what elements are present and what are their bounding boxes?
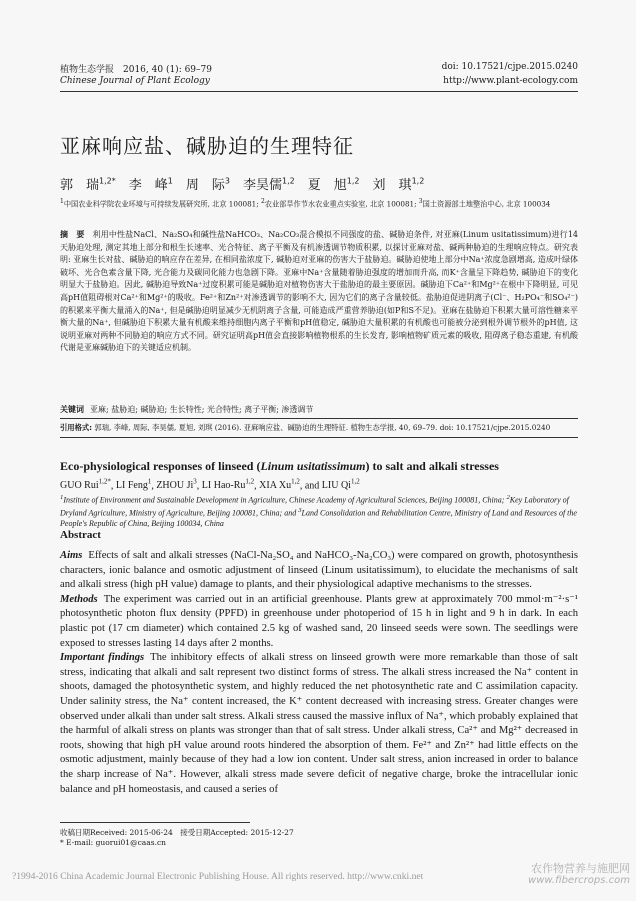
authors-en: GUO Rui$^{1,2*}$, LI Feng$^1$, ZHOU Ji$^3$, LI Hao-Ru$^{1,2}$, XIA Xu$^{1,2}$, and LIU Qi$^{1,2}$ <box>60 478 360 492</box>
abstract-cn <box>60 229 578 355</box>
affiliation-cn: 中国农业科学院农业环境与可持续发展研究所, 北京 100081; <box>63 199 261 209</box>
author-en-affil: 1,2 <box>245 478 255 486</box>
affiliation-cn: 国土资源部土地整治中心, 北京 100034 <box>422 199 551 209</box>
abstract-aims <box>60 549 578 593</box>
findings-text: The inhibitory effects of alkali stress on linseed growth were more remarkable than those of salt stress, indicating that alkali and salt represent two distinct forms of stress. The alkali stress increased the Na⁺ content in shoots, damaged the photosynthetic system, and highly reduced the net photosynthetic rate and C assimilation capacity. Under salinity stress, the Na⁺ content increased, the K⁺ content decreased with increasing stress. Greater changes were observed under alkali than under salt stress. Alkali stress caused the massive influx of Na⁺, which probably explained that the harmful of alkali stress on plants was stronger than that of salt stress. Under alkali stress, Ca²⁺ and Mg²⁺ decreased in roots, showing that high pH value around roots hindered the absorption of them. Fe²⁺ and Zn²⁺ had little effects on the osmotic adjustment, mainly because of they had a low ion content. Under salt stress, anion increased in order to balance the sharp increase of Na⁺. However, alkali stress made severe deficit of negative charge, broke the intracellular ionic balance and pH homeostasis, and caused a series of <box>60 652 579 795</box>
methods-label: Methods <box>60 593 98 605</box>
aims-label: Aims <box>60 550 83 561</box>
title-cn: 亚麻响应盐、碱胁迫的生理特征 <box>60 134 354 158</box>
footnote-rule <box>60 822 250 823</box>
watermark <box>528 863 630 887</box>
author-en: ZHOU Ji$^3$ <box>156 478 197 492</box>
affil-marker: 2 <box>506 494 510 501</box>
copyright-line: ?1994-2016 China Academic Journal Electronic Publishing House. All rights reserved. http://www.cnki.net <box>12 871 424 882</box>
author-en: LIU Qi$^{1,2}$ <box>321 478 360 492</box>
journal-issue-cn: 植物生态学报 2016, 40 (1): 69–79 <box>60 65 212 75</box>
affiliation-cn: 农业部旱作节水农业重点实验室, 北京 100081; <box>264 199 419 209</box>
affil-marker: 1 <box>60 494 64 501</box>
abstract-methods <box>60 593 578 651</box>
author-cn-affil: 1,2 <box>346 176 360 186</box>
header-rule <box>60 91 578 92</box>
abstract-cn-text: 利用中性盐NaCl、Na₂SO₄和碱性盐NaHCO₃、Na₂CO₃混合模拟不同强度的盐、碱胁迫条件, 对亚麻(Linum usitatissimum)进行14天胁迫处理, 测定其地上部分和根生长速率、光合特征、离子平衡及有机渗透调节物质积累, 以探讨亚麻对盐、碱两种胁迫的生理响应特点。研究表明: 亚麻生长对盐、碱胁迫的响应存在差异, 在相同盐浓度下, 碱胁迫对亚麻的伤害大于盐胁迫。碱胁迫使地上部分中Na⁺浓度急剧增高, 造成叶绿体破坏、光合色素含量下降, 光合能力及碳同化能力也急剧下降。亚麻中Na⁺含量随着胁迫强度的增加而升高, 而K⁺含量呈下降趋势, 碱胁迫下的变化明显大于盐胁迫。因此, 碱胁迫导致Na⁺过度积累可能是碱胁迫对植物伤害大于盐胁迫的最主要原因。碱胁迫下Ca²⁺和Mg²⁺在根中下降明显, 可见高pH值阻碍根对Ca²⁺和Mg²⁺的吸收。Fe²⁺和Zn²⁺对渗透调节的影响不大, 因为它们的离子含量较低。盐胁迫促进阴离子(Cl⁻、H₂PO₄⁻和SO₄²⁻)的积累来平衡大量涌入的Na⁺, 但是碱胁迫明显减少无机阴离子含量, 可能造成严重营养胁迫(如P和S不足)。亚麻在盐胁迫下积累大量可溶性糖来平衡大量的Na⁺, 但碱胁迫下积累大量有机酸来维持细胞内离子平衡和pH值稳定, 碱胁迫大量积累的有机酸也可能被分泌到根外调节根外的pH值, 这说明亚麻对两种不同胁迫的响应方式不同。研究证明高pH值会直接影响植物根系的生长发育, 影响植物矿质元素的吸收, 阻碍离子稳态重建, 有机酸代谢是亚麻碱胁迫下的关键适应机制。 <box>60 230 578 353</box>
watermark-line2: www.fibercrops.com <box>528 875 630 886</box>
authors-cn <box>60 174 424 193</box>
citation-text: 郭瑞, 李峰, 周际, 李昊儒, 夏旭, 刘琪 (2016). 亚麻响应盐、碱胁迫的生理特征. 植物生态学报, 40, 69–79. doi: 10.17521/cjpe.2015.0240 <box>92 423 551 432</box>
keywords-rule <box>60 418 578 419</box>
affiliation-en: Institute of Environment and Sustainable Development in Agriculture, Chinese Academy of Agricultural Sciences, Beijing 100081, China; <box>63 495 507 505</box>
author-cn-affil: 1,2 <box>282 176 295 186</box>
affiliation-en: Key Laboratory of Dryland Agriculture, Ministry of Agriculture, Beijing 100081, China; and <box>60 495 569 518</box>
affil-marker: 3 <box>418 198 423 205</box>
author-cn-affil: 1,2* <box>99 176 116 186</box>
aims-text: Effects of salt and alkali stresses (NaCl-Na₂SO₄ and NaHCO₃-Na₂CO₃) were compared on growth, photosynthesis characters, ionic balance and osmotic adjustment of linseed (Linum usitatissimum), to elucidate the mechanisms of salt and alkali stress (high pH value) damage to plants, and their physiological adaptive mechanisms to the stresses. <box>60 550 578 591</box>
methods-text: The experiment was carried out in an artificial greenhouse. Plants grew at approximately 700 mmol·m⁻²·s⁻¹ photosynthetic photon flux density (PPFD) in greenhouse under photoperiod of 15 h in light and 9 h in dark. In each plastic pot (17 cm diameter) which contained 2.5 kg of washed sand, 20 linseed seeds were sown. The seedlings were exposed to stresses lasting 14 days after 2 months. <box>60 593 578 649</box>
author-en: LI Feng$^1$ <box>115 478 152 492</box>
keywords-cn-text: 亚麻; 盐胁迫; 碱胁迫; 生长特性; 光合特性; 离子平衡; 渗透调节 <box>90 405 314 414</box>
citation-rule <box>60 437 578 438</box>
findings-label: Important findings <box>60 652 145 664</box>
title-en-species: Linum usitatissimum <box>260 459 366 473</box>
doi[interactable]: doi: 10.17521/cjpe.2015.0240 <box>441 62 578 72</box>
affil-marker: 3 <box>298 507 302 515</box>
author-cn: 李 峰$^1$ <box>128 176 173 193</box>
author-en-affil: 1,2 <box>350 478 360 486</box>
author-en: XIA Xu$^{1,2}$ <box>259 478 300 492</box>
affiliations-cn <box>60 196 578 209</box>
author-en-affil: 1,2* <box>98 478 111 486</box>
affil-marker: 2 <box>260 198 265 205</box>
title-en-part: Eco-physiological responses of linseed ( <box>60 459 261 473</box>
citation <box>60 423 578 433</box>
affiliations-en <box>60 493 578 530</box>
journal-url[interactable]: http://www.plant-ecology.com <box>443 76 578 86</box>
author-cn-affil: 3 <box>224 176 230 186</box>
author-cn: 刘 琪$^{1,2}$ <box>372 176 425 193</box>
author-cn-affil: 1,2 <box>411 176 425 186</box>
author-cn: 李昊儒$^{1,2}$ <box>243 176 295 193</box>
author-en-affil: 1 <box>147 478 152 486</box>
author-en: LI Hao-Ru$^{1,2}$ <box>201 478 255 492</box>
title-en-part: ) to salt and alkali stresses <box>365 459 499 473</box>
author-cn: 夏 旭$^{1,2}$ <box>307 176 360 193</box>
abstract-en-heading: Abstract <box>60 529 101 541</box>
title-en <box>60 459 499 474</box>
author-cn: 周 际$^3$ <box>185 176 230 193</box>
author-cn: 郭 瑞$^{1,2*}$ <box>60 176 116 193</box>
affil-marker: 1 <box>60 198 64 205</box>
keywords-cn <box>60 404 578 415</box>
abstract-cn-label: 摘 要 <box>60 230 85 239</box>
abstract-en <box>60 549 578 797</box>
author-en: GUO Rui$^{1,2*}$ <box>60 478 111 492</box>
author-en-affil: 3 <box>193 478 197 486</box>
journal-name-en: Chinese Journal of Plant Ecology <box>60 76 210 86</box>
abstract-findings <box>60 651 578 797</box>
citation-label: 引用格式: <box>60 423 93 432</box>
keywords-cn-label: 关键词 <box>60 405 84 414</box>
author-cn-affil: 1 <box>167 176 173 186</box>
affiliation-en: Land Consolidation and Rehabilitation Centre, Ministry of Land and Resources of the People's Republic of China, Beijing 100034, China <box>60 508 577 529</box>
footnote-dates: 收稿日期Received: 2015-06-24 接受日期Accepted: 2015-12-27 <box>60 828 294 837</box>
footnote-email[interactable]: * E-mail: guorui01@caas.cn <box>60 838 166 847</box>
author-en-affil: 1,2 <box>291 478 300 486</box>
watermark-line1: 农作物营养与施肥网 <box>531 862 630 875</box>
